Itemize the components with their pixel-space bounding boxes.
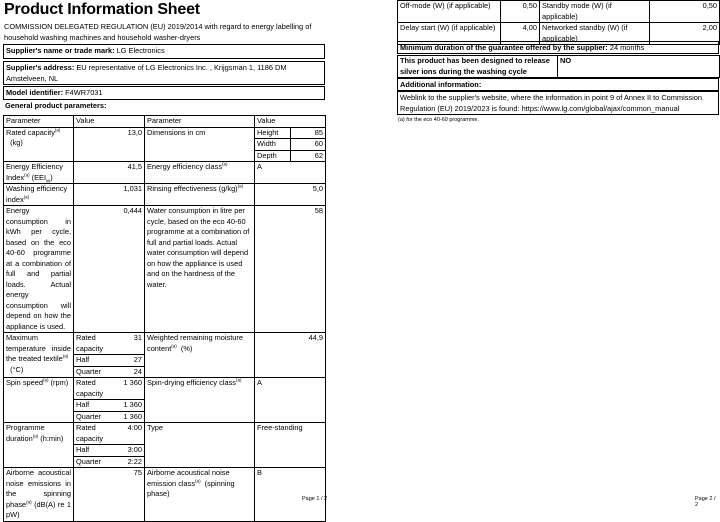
- noise-class-label: Airborne acoustical noise emission class$^{(a)}$ (spinning phase): [145, 468, 255, 522]
- guarantee-row: [397, 41, 719, 54]
- noise-class-value: B: [255, 468, 326, 522]
- energy-class-label: Energy efficiency class$^{(a)}$: [145, 162, 255, 184]
- water-consumption-value: 58: [255, 206, 326, 333]
- delay-start-label: Delay start (W) (if applicable): [398, 23, 501, 45]
- supplier-name: LG Electronics: [116, 46, 165, 55]
- moisture-value: 44,9: [255, 333, 326, 378]
- page-1: [0, 0, 360, 519]
- guarantee-value: 24 months: [609, 43, 645, 52]
- header-value-2: Value: [255, 116, 326, 128]
- parameters-table: [3, 115, 326, 522]
- model-row: [3, 86, 325, 100]
- page-1-footer: Page 1 / 2: [302, 496, 328, 502]
- water-consumption-label: Water consumption in litre per cycle, based on the eco 40-60 programme at a combination of full and partial loads. Actual water consumption will depend on how the appliance is used and on the hardness of the water.: [145, 206, 255, 333]
- dimensions-label: Dimensions in cm: [145, 127, 255, 162]
- spin-class-value: A: [255, 378, 326, 423]
- spin-half-cell: Half 1 360: [74, 400, 145, 412]
- standby-label: Standby mode (W) (if applicable): [540, 1, 650, 23]
- energy-class-value: A: [255, 162, 326, 184]
- header-value-1: Value: [74, 116, 145, 128]
- depth-label: Depth: [255, 150, 291, 162]
- max-temperature-quarter-cell: Quarter 24: [74, 366, 145, 378]
- supplier-address: EU representative of LG Electronics Inc. , Krijgsman 1, 1186 DM Amstelveen, NL: [6, 63, 287, 83]
- rated-capacity-label: Rated capacity$^{(a)}$ (kg): [4, 127, 74, 162]
- duration-half-cell: Half 3:00: [74, 445, 145, 457]
- width-label: Width: [255, 139, 291, 151]
- height-label: Height: [255, 127, 291, 139]
- depth-value: 62: [291, 150, 326, 162]
- spin-class-label: Spin-drying efficiency class$^{(a)}$: [145, 378, 255, 423]
- standby-value: 0,50: [650, 1, 720, 23]
- additional-info-label: Additional information:: [397, 78, 719, 91]
- moisture-label: Weighted remaining moisture content$^{(a)}$ (%): [145, 333, 255, 378]
- height-value: 85: [291, 127, 326, 139]
- silver-ions-label: This product has been designed to release silver ions during the washing cycle: [398, 56, 558, 78]
- type-value: Free-standing: [255, 423, 326, 468]
- guarantee-label: Minimum duration of the guarantee offered by the supplier:: [400, 43, 608, 52]
- rinsing-effectiveness-value: 5,0: [255, 184, 326, 206]
- table-header-row: [4, 116, 326, 128]
- duration-label: Programme duration$^{(a)}$ (h:min): [4, 423, 74, 468]
- supplier-address-row: [3, 61, 325, 85]
- supplier-name-label: Supplier's name or trade mark:: [6, 46, 115, 55]
- eei-value: 41,5: [74, 162, 145, 184]
- regulation-text: COMMISSION DELEGATED REGULATION (EU) 2019/2014 with regard to energy labelling of household washing machines and household washer-dryers: [4, 22, 312, 42]
- model-label: Model identifier:: [6, 88, 64, 97]
- type-label: Type: [145, 423, 255, 468]
- page-title: Product Information Sheet: [4, 1, 200, 18]
- silver-ions-value: NO: [558, 56, 720, 78]
- networked-standby-value: 2,00: [650, 23, 720, 45]
- rinsing-effectiveness-label: Rinsing effectiveness $(g/kg)^{(a)}$: [145, 184, 255, 206]
- supplier-name-row: [3, 44, 325, 59]
- footnote: (a) for the eco 40-60 programme.: [398, 117, 480, 123]
- spin-quarter-cell: Quarter 1 360: [74, 411, 145, 423]
- weblink-text: Weblink to the supplier's website, where the information in point 9 of Annex II to Commission Regulation (EU) 2019/2023 is found: https://www.lg.com/global/ajax/common_manual: [397, 91, 719, 115]
- delay-start-value: 4,00: [501, 23, 540, 45]
- noise-value: 75: [74, 468, 145, 522]
- max-temperature-half-cell: Half 27: [74, 355, 145, 367]
- energy-consumption-label: Energy consumption in kWh per cycle, based on the eco 40-60 programme at a combination of full and partial loads. Actual energy consumption will depend on how the appliance is used.: [4, 206, 74, 333]
- washing-efficiency-value: 1,031: [74, 184, 145, 206]
- silver-ions-table: [397, 55, 720, 78]
- washing-efficiency-label: Washing efficiency index$^{(a)}$: [4, 184, 74, 206]
- networked-standby-label: Networked standby (W) (if applicable): [540, 23, 650, 45]
- general-parameters-label: General product parameters:: [5, 101, 107, 110]
- eei-label: Energy Efficiency Index$^{(a)}$ $(EEI_W)$: [4, 162, 74, 184]
- spin-rated-cell: Rated capacity 1 360: [74, 378, 145, 400]
- duration-quarter-cell: Quarter 2:22: [74, 456, 145, 468]
- max-temperature-rated-cell: Rated capacity 31: [74, 333, 145, 355]
- standby-table: [397, 0, 720, 45]
- off-mode-value: 0,50: [501, 1, 540, 23]
- energy-consumption-value: 0,444: [74, 206, 145, 333]
- noise-label: Airborne acoustical noise emissions in the spinning phase$^{(a)}$ (dB(A) re 1 pW): [4, 468, 74, 522]
- header-parameter-1: Parameter: [4, 116, 74, 128]
- model-identifier: F4WR7031: [65, 88, 103, 97]
- max-temperature-label: Maximum temperature inside the treated textile$^{(a)}$ (°C): [4, 333, 74, 378]
- rated-capacity-value: 13,0: [74, 127, 145, 162]
- header-parameter-2: Parameter: [145, 116, 255, 128]
- page-2: [360, 0, 720, 508]
- duration-rated-cell: Rated capacity 4:00: [74, 423, 145, 445]
- supplier-address-label: Supplier's address:: [6, 63, 75, 72]
- width-value: 60: [291, 139, 326, 151]
- spin-speed-label: Spin speed$^{(a)}$ (rpm): [4, 378, 74, 423]
- off-mode-label: Off-mode (W) (if applicable): [398, 1, 501, 23]
- page-2-footer: Page 2 / 2: [695, 496, 716, 508]
